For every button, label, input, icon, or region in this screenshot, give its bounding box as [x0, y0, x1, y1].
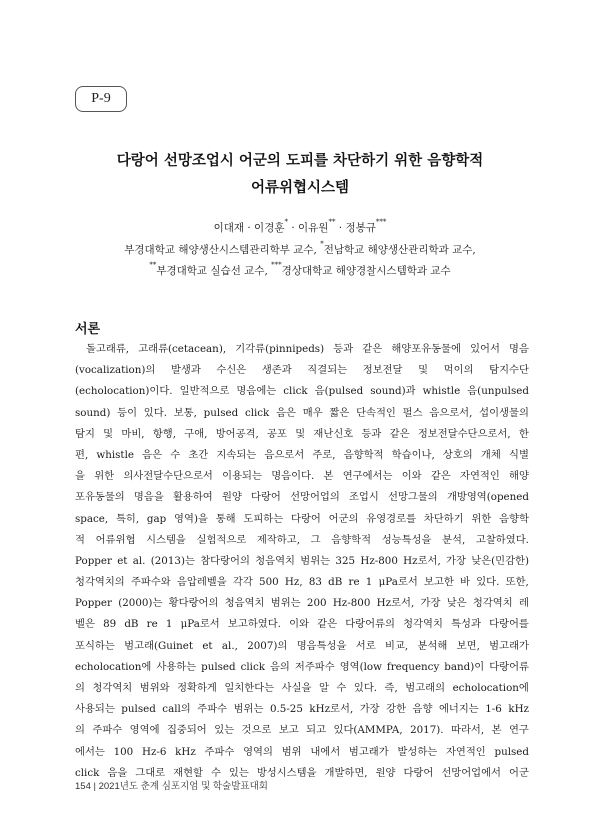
- paragraph-line: 에서는 100 Hz-6 kHz 주파수 영역의 범위 내에서 범고래가 발성하는 자연적인 pulsed: [75, 745, 529, 758]
- paragraph-line: 편, whistle 음은 수 초간 지속되는 음으로서 주로, 음향학적 학습이나, 상호의 개체 식별: [75, 448, 529, 461]
- paragraph-line: 사용되는 pulsed call의 주파수 범위는 0.5-25 kHz로서, 가장 강한 음향 에너지는 1-6 kHz: [75, 703, 529, 716]
- author-list: [0, 220, 600, 235]
- page-footer: 154 | 2021년도 춘계 심포지엄 및 학술발표대회: [75, 781, 268, 792]
- paragraph-line: Popper (2000)는 황다랑어의 청음역치 범위는 200 Hz-800 Hz로서, 가장 낮은 청각역치 레: [75, 597, 529, 610]
- body-paragraph: [75, 339, 529, 784]
- author-separator: ·: [247, 222, 251, 234]
- author-separator: ·: [338, 222, 343, 234]
- affiliation-1b: 전남학교 해양생산관리학과 교수,: [323, 244, 476, 256]
- paragraph-line: 적 어류위협 시스템을 실험적으로 제작하고, 그 음향학적 성능특성을 분석, 고찰하였다.: [75, 533, 529, 546]
- affiliation-1-mark: *: [320, 240, 324, 248]
- author-1: 이대재: [213, 222, 245, 234]
- paper-title-line-1: 다랑어 선망조업시 어군의 도피를 차단하기 위한 음향학적: [116, 152, 484, 169]
- paragraph-line: 탐지 및 마비, 항행, 구애, 방어공격, 공포 및 재난신호 등과 같은 정보전달수단으로서, 한: [75, 427, 529, 440]
- author-4-mark: ***: [375, 218, 387, 226]
- paragraph-line: sound) 등이 있다. 보통, pulsed click 음은 매우 짧은 단속적인 펄스 음으로서, 섭이생물의: [75, 406, 529, 419]
- author-separator: ·: [291, 222, 295, 234]
- paragraph-line: (echolocation)이다. 일반적으로 명음에는 click 음(pulsed sound)과 whistle 음(unpulsed: [75, 385, 529, 398]
- author-3: 이유원: [298, 222, 329, 234]
- paragraph-line: 돌고래류, 고래류(cetacean), 기각류(pinnipeds) 등과 같은 해양포유동물에 있어서 명음: [86, 343, 529, 355]
- paragraph-line: echolocation에 사용하는 pulsed click 음의 저주파수 영역(low frequency band)이 다랑어류: [75, 660, 529, 673]
- paragraph-line: space, 특히, gap 영역)을 통해 도피하는 다랑어 어군의 유영경로를 차단하기 위한 음향학: [75, 512, 529, 525]
- affiliation-2b: 경상대학교 해양경찰시스템학과 교수: [281, 265, 451, 277]
- section-heading: 서론: [75, 322, 101, 337]
- affiliation-line-1: [0, 242, 600, 257]
- paragraph-line: 벨은 89 dB re 1 μPa로서 보고하였다. 이와 같은 다랑어류의 청각역치 특성과 다랑어를: [75, 618, 529, 631]
- paragraph-line: click 음을 그대로 재현할 수 있는 방성시스템을 개발하면, 원양 다랑어 선망어업에서 어군: [75, 766, 529, 779]
- paragraph-line: (vocalization)의 발생과 수신은 생존과 직결되는 정보전달 및 먹이의 탐지수단: [75, 364, 529, 377]
- paragraph-line: 의 주파수 영역에 집중되어 있는 것으로 보고 되고 있다(AMMPA, 2017). 따라서, 본 연구: [75, 724, 529, 737]
- paragraph-line: 포유동물의 명음을 활용하여 원양 다랑어 선망어업의 조업시 선망그물의 개방영역(opened: [75, 491, 529, 504]
- affiliation-2b-mark: ***: [271, 261, 282, 269]
- affiliation-line-2: [0, 263, 600, 278]
- author-2: 이경훈: [254, 222, 285, 234]
- author-2-mark: *: [284, 218, 288, 226]
- paragraph-line: 포식하는 범고래(Guinet et al., 2007)의 명음특성을 서로 비교, 분석해 보면, 범고래가: [75, 639, 529, 652]
- paper-title-line-2: 어류위협시스템: [250, 179, 350, 196]
- paragraph-line: 청각역치의 주파수와 음압레벨을 각각 500 Hz, 83 dB re 1 μPa로서 보고한 바 있다. 또한,: [75, 576, 529, 589]
- author-3-mark: **: [328, 218, 336, 226]
- author-4: 정봉규: [345, 222, 376, 234]
- paragraph-line: Popper et al. (2013)는 참다랑어의 청음역치 범위는 325 Hz-800 Hz로서, 가장 낮은(민감한): [75, 554, 529, 567]
- session-label-text: P-9: [91, 91, 111, 106]
- paragraph-line: 의 청각역치 범위와 정확하게 일치한다는 사실을 알 수 있다. 즉, 범고래의 echolocation에: [75, 682, 529, 694]
- session-label: [75, 86, 127, 112]
- affiliation-2a-mark: **: [149, 261, 157, 269]
- affiliation-2a: 부경대학교 실습선 교수,: [156, 265, 268, 277]
- affiliation-1a: 부경대학교 해양생산시스템관리학부 교수,: [124, 244, 317, 256]
- paragraph-line: 을 위한 의사전달수단으로서 이용되는 명음이다. 본 연구에서는 이와 같은 자연적인 해양: [75, 470, 529, 483]
